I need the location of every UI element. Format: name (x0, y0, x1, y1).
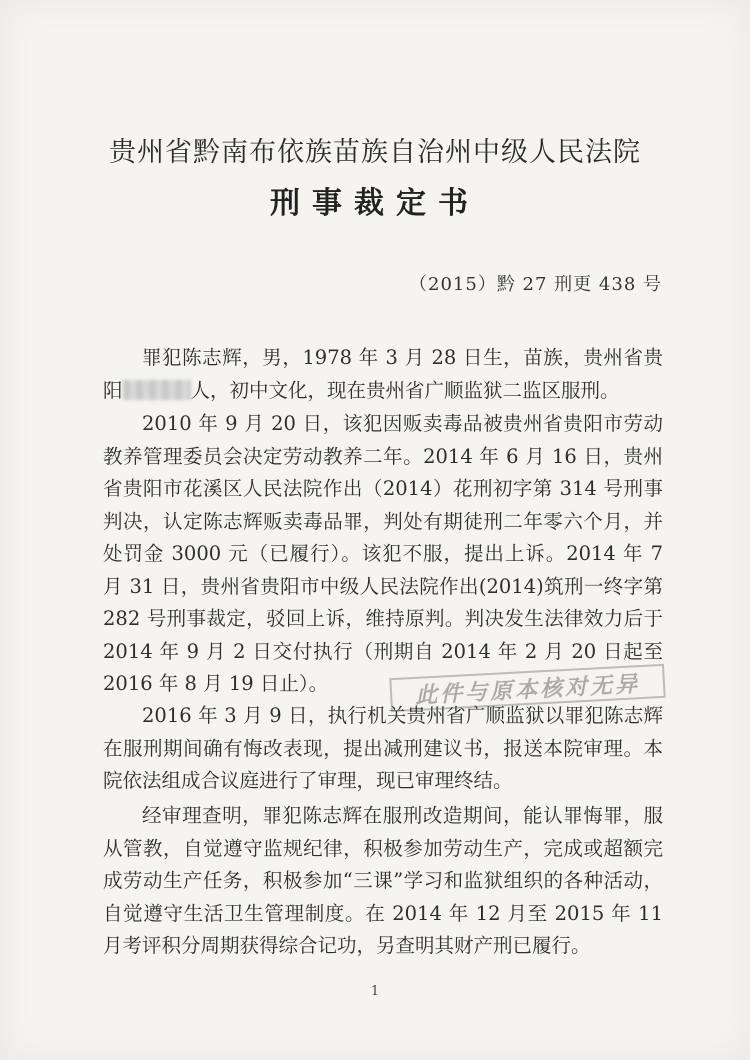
paragraph-commutation-proposal: 2016 年 3 月 9 日，执行机关贵州省广顺监狱以罪犯陈志辉在服刑期间确有悔改表现，提出减刑建议书，报送本院审理。本院依法组成合议庭进行了审理，现已审理终结。 (103, 704, 663, 792)
defendant-info-part1: 罪犯陈志辉，男，1978 年 3 月 28 日生，苗族，贵州省贵阳 (103, 346, 663, 402)
paragraph-findings: 经审理查明，罪犯陈志辉在服刑改造期间，能认罪悔罪，服从管教，自觉遵守监规纪律，积极参加劳动生产，完成或超额完成劳动生产任务，积极参加“三课”学习和监狱组织的各种活动，自觉遵守生活卫生管理制度。在 2014 年 12 月至 2015 年 11 月考评积分周期获得综合记功，另查明其财产刑已履行。 (103, 804, 663, 957)
defendant-info-part2: 人，初中文化，现在贵州省广顺监狱二监区服刑。 (190, 378, 620, 402)
document-title: 刑事裁定书 (270, 186, 480, 221)
page-number: 1 (370, 984, 380, 999)
certification-stamp: 此件与原本核对无异 (389, 664, 665, 712)
paragraph-defendant-info (103, 342, 663, 407)
court-name: 贵州省黔南布依族苗族自治州中级人民法院 (109, 137, 641, 168)
paragraph-criminal-history: 2010 年 9 月 20 日，该犯因贩卖毒品被贵州省贵阳市劳动教养管理委员会决定劳动教养二年。2014 年 6 月 16 日，贵州省贵阳市花溪区人民法院作出（2014）花刑初字第 314 号刑事判决，认定陈志辉贩卖毒品罪，判处有期徒刑二年零六个月，并处罚金 3000 元（已履行）。该犯不服，提出上诉。2014 年 7 月 31 日，贵州省贵阳市中级人民法院作出(2014)筑刑一终字第 282 号刑事裁定，驳回上诉，维持原判。判决发生法律效力后于 2014 年 9 月 2 日交付执行（刑期自 2014 年 2 月 20 日起至 2016 年 8 月 19 日止）。 (103, 412, 663, 695)
redacted-address (123, 380, 191, 400)
case-number: （2015）黔 27 刑更 438 号 (409, 274, 662, 295)
